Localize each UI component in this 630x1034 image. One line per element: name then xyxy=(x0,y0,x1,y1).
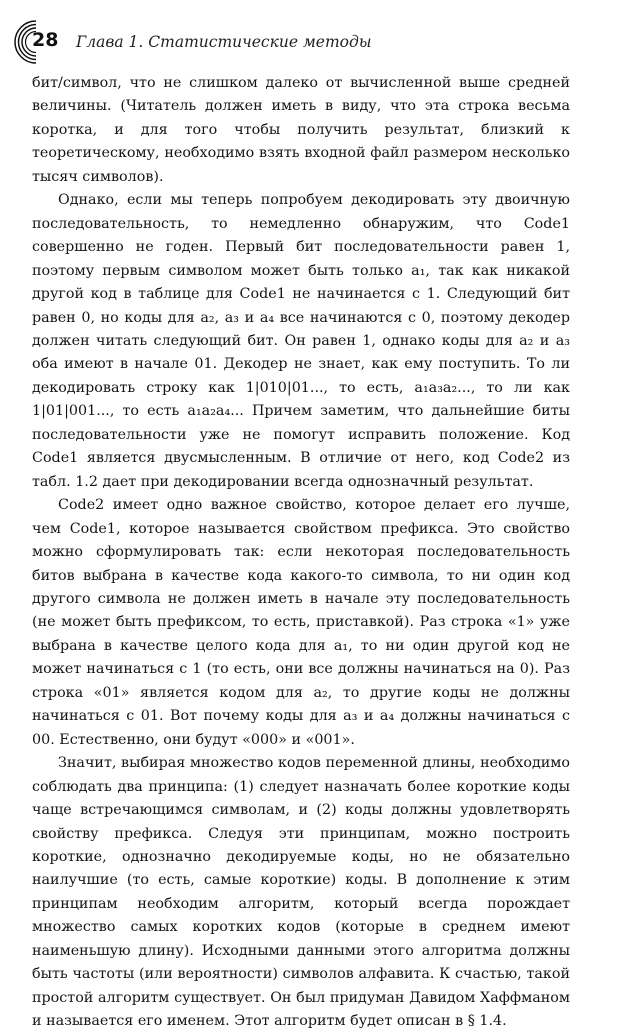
paragraph: бит/символ, что не слишком далеко от вычисленной выше средней величины. (Читатель должен иметь в виду, что эта строка весьма коротка, и для того чтобы получить результат, близкий к теоретическому, необходимо взять входной файл размером несколько тысяч символов). xyxy=(32,75,570,185)
page-header xyxy=(12,18,612,66)
page-number: 28 xyxy=(32,29,59,51)
paragraph: Code2 имеет одно важное свойство, которое делает его лучше, чем Code1, которое называется свойством префикса. Это свойство можно сформулировать так: если некоторая последовательность битов выбрана в качестве кода какого-то символа, то ни один код другого символа не должен иметь в начале эту последовательность (не может быть префиксом, то есть, приставкой). Раз строка «1» уже выбрана в качестве целого кода для a₁, то ни один другой код не может начинаться с 1 (то есть, они все должны начинаться на 0). Раз строка «01» является кодом для a₂, то другие коды не должны начинаться с 01. Вот почему коды для a₃ и a₄ должны начинаться с 00. Естественно, они будут «000» и «001». xyxy=(32,497,570,748)
paragraph: Значит, выбирая множество кодов переменной длины, необходимо соблюдать два принципа: (1) следует назначать более короткие коды чаще встречающимся символам, и (2) коды должны удовлетворять свойству префикса. Следуя эти принципам, можно построить короткие, однозначно декодируемые коды, но не обязательно наилучшие (то есть, самые короткие) коды. В дополнение к этим принципам необходим алгоритм, который всегда порождает множество самых коротких кодов (которые в среднем имеют наименьшую длину). Исходными данными этого алгоритма должны быть частоты (или вероятности) символов алфавита. К счастью, такой простой алгоритм существует. Он был придуман Давидом Хаффманом и называется его именем. Этот алгоритм будет описан в § 1.4. xyxy=(32,755,570,1030)
paragraph: Однако, если мы теперь попробуем декодировать эту двоичную последовательность, то немедленно обнаружим, что Code1 совершенно не годен. Первый бит последовательности равен 1, поэтому первым символом может быть только a₁, так как никакой другой код в таблице для Code1 не начинается с 1. Следующий бит равен 0, но коды для a₂, a₃ и a₄ все начинаются с 0, поэтому декодер должен читать следующий бит. Он равен 1, однако коды для a₂ и a₃ оба имеют в начале 01. Декодер не знает, как ему поступить. То ли декодировать строку как 1|010|01..., то есть, a₁a₃a₂..., то ли как 1|01|001..., то есть a₁a₂a₄... Причем заметим, что дальнейшие биты последовательности уже не помогут исправить положение. Код Code1 является двусмысленным. В отличие от него, код Code2 из табл. 1.2 дает при декодировании всегда однозначный результат. xyxy=(32,192,570,490)
running-title: Глава 1. Статистические методы xyxy=(76,33,372,51)
body-text xyxy=(32,72,570,1034)
